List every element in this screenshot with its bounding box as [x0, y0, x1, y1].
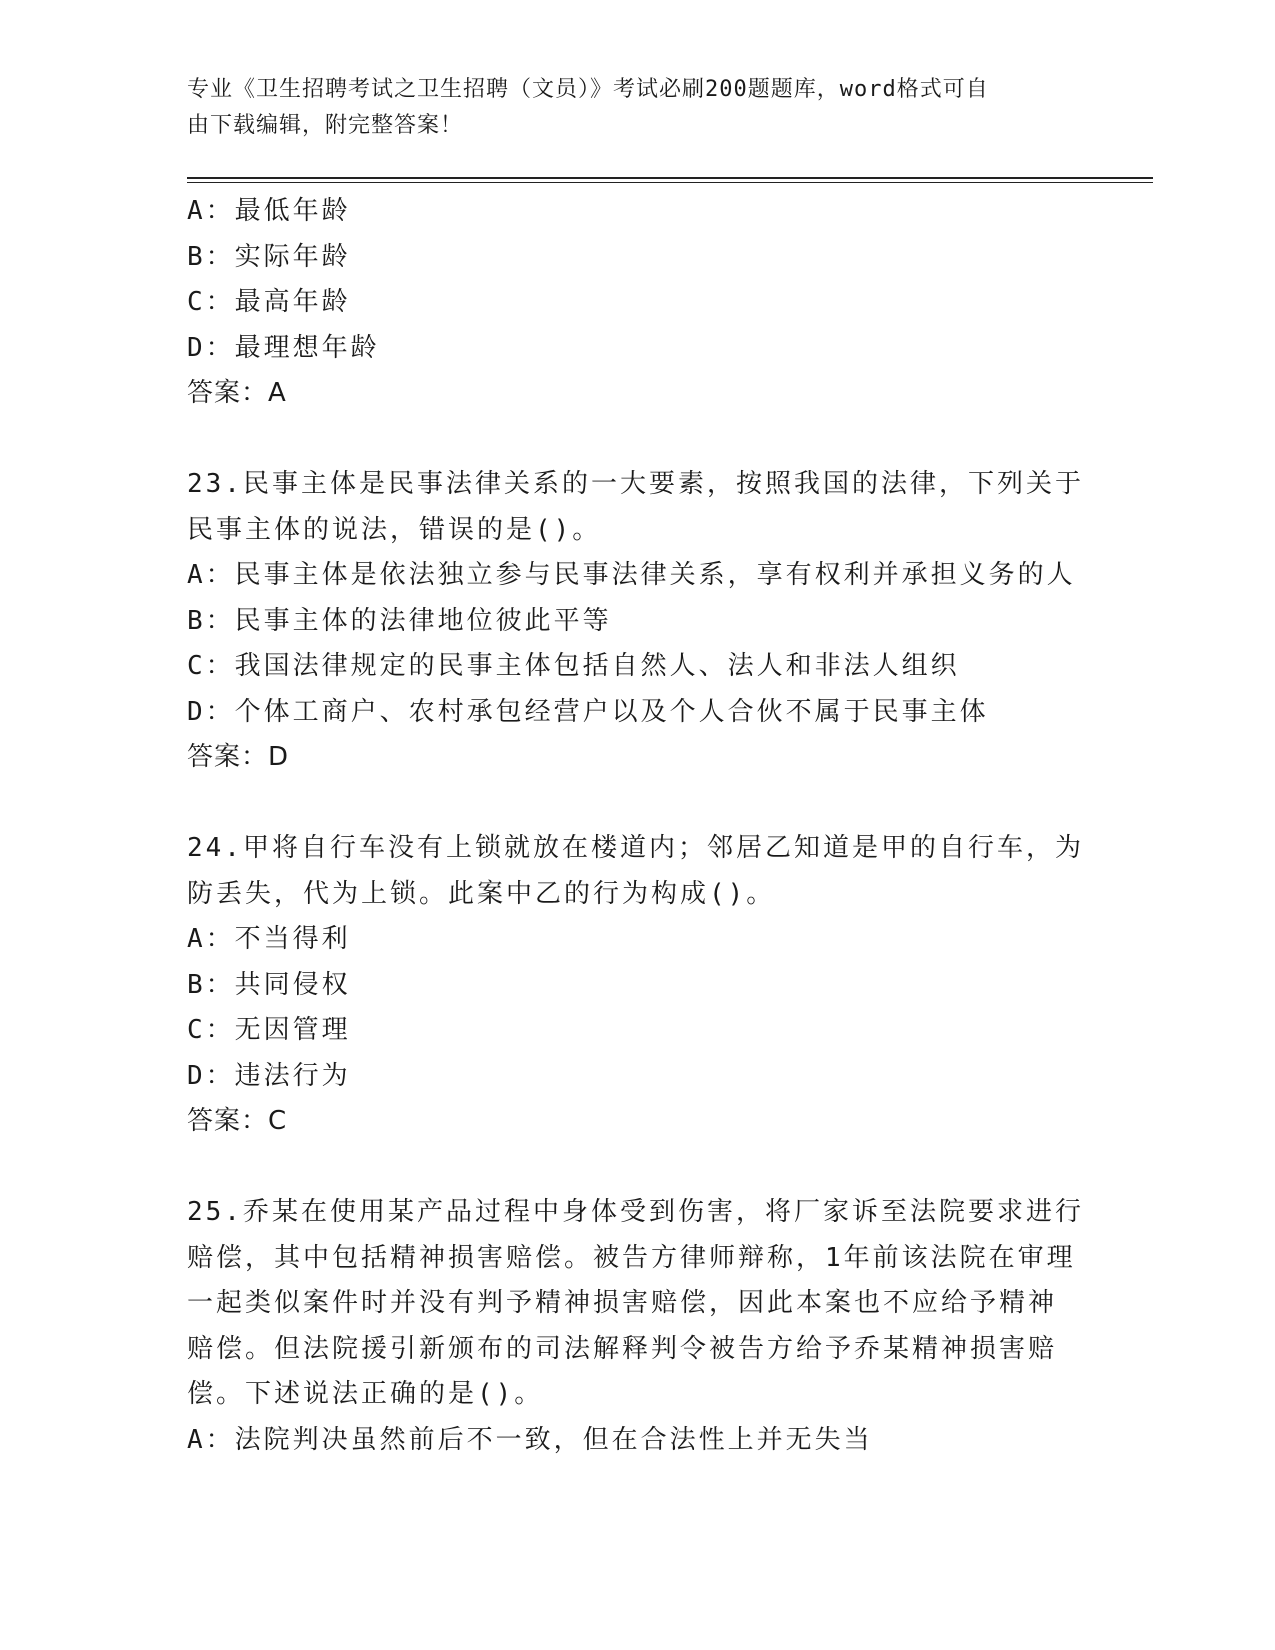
header-divider-thick: [187, 177, 1153, 179]
document-header: [187, 72, 1067, 144]
header-divider-thin: [187, 182, 1153, 183]
option-b: B：共同侵权: [187, 969, 351, 1000]
header-line-1: 专业《卫生招聘考试之卫生招聘（文员）》考试必刷200题题库，word格式可自: [187, 77, 989, 102]
option-c: C：我国法律规定的民事主体包括自然人、法人和非法人组织: [187, 651, 960, 681]
question-stem-line: 24.甲将自行车没有上锁就放在楼道内；邻居乙知道是甲的自行车，为: [187, 833, 1084, 863]
question-stem-line: 一起类似案件时并没有判予精神损害赔偿，因此本案也不应给予精神: [187, 1288, 1058, 1318]
question-22: [187, 189, 1087, 417]
answer-line: 答案：A: [187, 378, 287, 408]
question-stem-line: 赔偿。但法院援引新颁布的司法解释判令被告方给予乔某精神损害赔: [187, 1333, 1058, 1364]
spacer: [187, 781, 1087, 827]
option-d: D：违法行为: [187, 1060, 351, 1091]
answer-line: 答案：C: [187, 1106, 288, 1136]
header-line-2: 由下载编辑，附完整答案！: [187, 113, 464, 138]
question-list: [187, 189, 1087, 1463]
option-b: B：民事主体的法律地位彼此平等: [187, 605, 612, 636]
option-d: D：最理想年龄: [187, 332, 380, 363]
option-b: B：实际年龄: [187, 241, 351, 272]
option-c: C：最高年龄: [187, 287, 351, 317]
question-stem-line: 防丢失，代为上锁。此案中乙的行为构成()。: [187, 878, 776, 909]
question-25: [187, 1190, 1087, 1463]
option-a: A：不当得利: [187, 924, 351, 954]
option-a: A：法院判决虽然前后不一致，但在合法性上并无失当: [187, 1424, 873, 1455]
question-stem-line: 23.民事主体是民事法律关系的一大要素，按照我国的法律，下列关于: [187, 469, 1084, 499]
answer-line: 答案：D: [187, 742, 290, 772]
question-stem-line: 偿。下述说法正确的是()。: [187, 1379, 544, 1409]
option-c: C：无因管理: [187, 1015, 351, 1045]
spacer: [187, 417, 1087, 463]
question-stem-line: 民事主体的说法，错误的是()。: [187, 514, 602, 545]
option-a: A：民事主体是依法独立参与民事法律关系，享有权利并承担义务的人: [187, 560, 1076, 590]
question-stem-line: 赔偿，其中包括精神损害赔偿。被告方律师辩称，1年前该法院在审理: [187, 1242, 1076, 1273]
question-24: [187, 826, 1087, 1145]
question-23: [187, 462, 1087, 781]
spacer: [187, 1145, 1087, 1191]
option-a: A：最低年龄: [187, 196, 351, 226]
option-d: D：个体工商户、农村承包经营户以及个人合伙不属于民事主体: [187, 696, 989, 727]
question-stem-line: 25.乔某在使用某产品过程中身体受到伤害，将厂家诉至法院要求进行: [187, 1197, 1084, 1227]
